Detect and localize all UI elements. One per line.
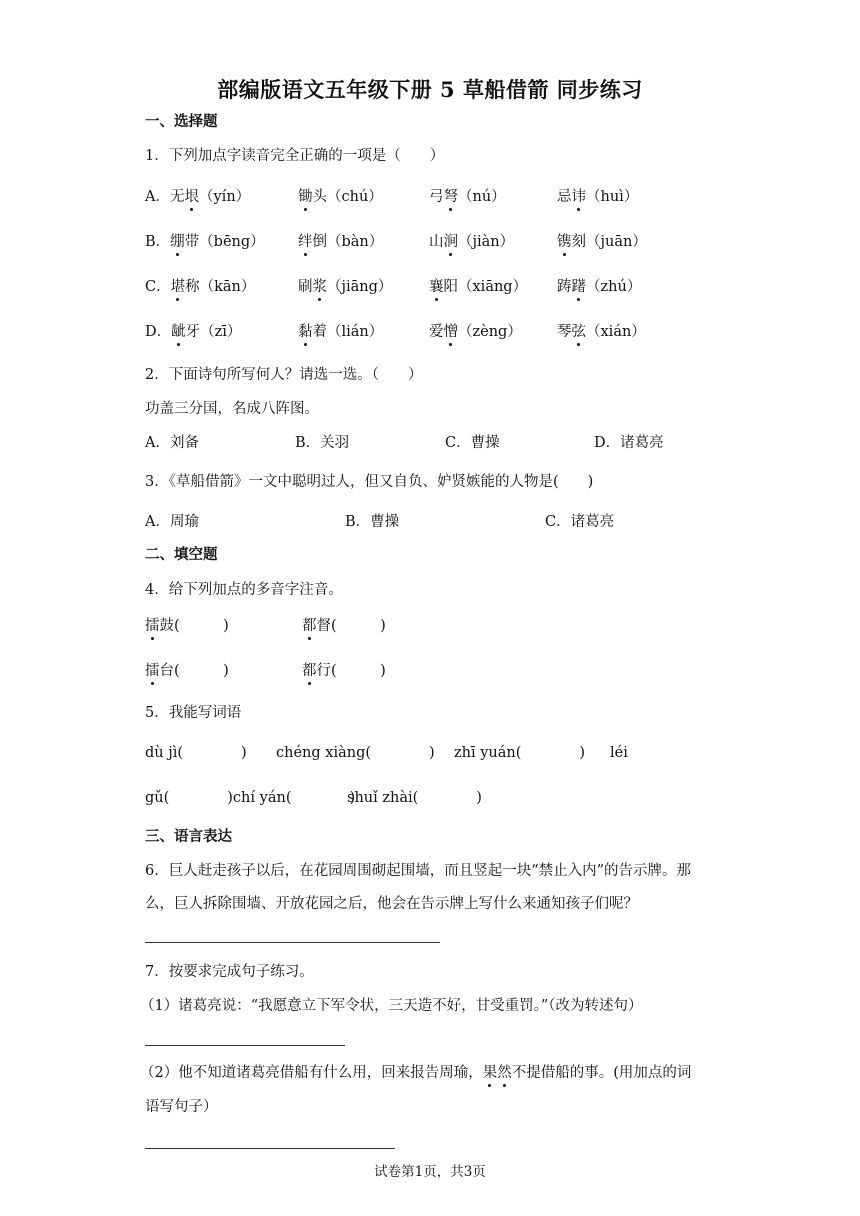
q1-item-pinyin: （zèng）: [458, 324, 522, 340]
section-heading-fill: 二、填空题: [145, 546, 218, 563]
q4-item-text: 行( ): [316, 663, 386, 679]
q2-stem: 2．下面诗句所写何人？请选一选。（ ）: [145, 367, 423, 383]
q1-item-pinyin: 称（kān）: [185, 279, 256, 295]
q1-option-d-item-2: [298, 322, 383, 342]
q1-item-pinyin: （xián）: [586, 324, 646, 340]
q1-item-pinyin: （jiàn）: [458, 234, 515, 250]
section-heading-choice: 一、选择题: [145, 113, 218, 130]
q1-item-pinyin: 牙（zī）: [185, 324, 242, 340]
q2-option-d: D．诸葛亮: [594, 435, 664, 451]
q4-item-text: 鼓( ): [159, 618, 229, 634]
q1-item-prefix: 刷: [298, 279, 313, 295]
q7-part-1-answer-line[interactable]: [145, 1045, 345, 1046]
q5-word-4: léi: [610, 745, 628, 761]
q1-option-b-item-3: [429, 232, 514, 252]
dotted-char: 擂: [145, 663, 160, 679]
q1-item-pinyin: 着（lián）: [312, 324, 384, 340]
dotted-char: 浆: [312, 279, 327, 295]
q4-item-text: 台( ): [159, 663, 229, 679]
q1-item-prefix: 弓: [429, 189, 444, 205]
q1-option-b-item-4: [557, 232, 647, 252]
q1-item-prefix: 忌: [557, 189, 572, 205]
q1-item-pinyin: 倒（bàn）: [312, 234, 384, 250]
q6-line-2: 么，巨人拆除围墙、开放花园之后，他会在告示牌上写什么来通知孩子们呢？: [145, 896, 638, 912]
dotted-char: 果: [482, 1065, 498, 1081]
page-title: 部编版语文五年级下册 5 草船借箭 同步练习: [217, 77, 643, 102]
q1-option-c-item-2: [298, 277, 392, 297]
q1-item-prefix: B．: [145, 234, 171, 250]
q3-stem: 3．《草船借箭》一文中聪明过人，但又自负、妒贤嫉能的人物是( ): [145, 474, 594, 490]
q7-part-1: （1）诸葛亮说：“我愿意立下军令状，三天造不好，甘受重罚。”（改为转述句）: [140, 998, 643, 1014]
q1-item-prefix: 琴: [557, 324, 572, 340]
dotted-char: 龇: [171, 324, 186, 340]
q4-item-3: [145, 661, 229, 681]
dotted-char: 讳: [571, 189, 586, 205]
q4-item-4: [302, 661, 386, 681]
q1-option-d-item-4: [557, 322, 646, 342]
q3-option-c: C．诸葛亮: [545, 514, 615, 530]
q2-option-c: C．曹操: [445, 435, 500, 451]
q1-option-c-item-3: [429, 277, 527, 297]
dotted-char: 涧: [443, 234, 458, 250]
q1-item-prefix: D．: [145, 324, 172, 340]
dotted-char: 镌: [557, 234, 572, 250]
q1-item-prefix: 踌: [557, 279, 572, 295]
q1-option-a-item-4: [557, 187, 638, 207]
dotted-char: 躇: [571, 279, 586, 295]
q1-item-pinyin: 头（chú）: [312, 189, 383, 205]
dotted-char: 然: [497, 1065, 512, 1081]
q2-option-b: B．关羽: [295, 435, 350, 451]
page-footer: 试卷第1页，共3页: [374, 1164, 486, 1180]
q7-part-2-line-1: [140, 1063, 691, 1083]
q1-item-prefix: C．: [145, 279, 171, 295]
q1-item-pinyin: （huì）: [586, 189, 639, 205]
q4-item-text: 督( ): [316, 618, 386, 634]
q1-item-pinyin: （jiāng）: [327, 279, 393, 295]
section-heading-expression: 三、语言表达: [145, 828, 232, 845]
q3-option-a: A．周瑜: [145, 514, 199, 530]
q1-item-prefix: A．无: [145, 189, 185, 205]
dotted-char: 弩: [443, 189, 458, 205]
q5-word-1: dù jì( ): [145, 745, 247, 761]
dotted-char: 憎: [443, 324, 458, 340]
q1-option-a-item-1: [145, 187, 250, 207]
q4-item-1: [145, 616, 229, 636]
q7-stem: 7．按要求完成句子练习。: [145, 964, 314, 980]
dotted-char: 绊: [298, 234, 313, 250]
q1-item-pinyin: （yín）: [198, 189, 251, 205]
dotted-char: 垠: [184, 189, 199, 205]
q6-line-1: 6．巨人赶走孩子以后，在花园周围砌起围墙，而且竖起一块“禁止入内”的告示牌。那: [145, 863, 692, 879]
q5-stem: 5．我能写词语: [145, 705, 242, 721]
q1-item-pinyin: 阳（xiāng）: [443, 279, 528, 295]
q1-item-prefix: 爱: [429, 324, 444, 340]
dotted-char: 都: [302, 663, 317, 679]
q1-item-prefix: 山: [429, 234, 444, 250]
q2-poem: 功盖三分国，名成八阵图。: [145, 401, 319, 417]
q1-option-c-item-4: [557, 277, 641, 297]
q1-option-d-item-3: [429, 322, 522, 342]
q5-word-3: zhī yuán( ): [454, 745, 586, 761]
q1-option-b-item-1: [145, 232, 265, 252]
q4-stem: 4．给下列加点的多音字注音。: [145, 582, 343, 598]
q1-option-c-item-1: [145, 277, 255, 297]
q7-part-2-line-2: 语写句子）: [145, 1099, 218, 1115]
q1-item-pinyin: 带（bēng）: [184, 234, 265, 250]
q1-option-d-item-1: [145, 322, 241, 342]
q4-item-2: [302, 616, 386, 636]
dotted-char: 襄: [429, 279, 444, 295]
dotted-char: 锄: [298, 189, 313, 205]
dotted-char: 弦: [571, 324, 586, 340]
q1-option-b-item-2: [298, 232, 383, 252]
dotted-char: 擂: [145, 618, 160, 634]
q7-part-2-answer-line[interactable]: [145, 1148, 395, 1149]
q1-item-pinyin: 刻（juān）: [571, 234, 647, 250]
q6-answer-line[interactable]: [145, 942, 440, 943]
q1-item-pinyin: （zhú）: [586, 279, 642, 295]
q5-word-6: shuǐ zhài( ): [347, 790, 482, 806]
q3-option-b: B．曹操: [345, 514, 400, 530]
q1-item-pinyin: （nú）: [458, 189, 506, 205]
dotted-char: 堪: [170, 279, 186, 295]
q1-option-a-item-2: [298, 187, 383, 207]
dotted-char: 黏: [298, 324, 313, 340]
q5-word-2: chéng xiàng( ): [276, 745, 435, 761]
q2-option-a: A．刘备: [145, 435, 199, 451]
dotted-char: 绷: [170, 234, 185, 250]
q1-stem: 1．下列加点字读音完全正确的一项是（ ）: [145, 148, 445, 164]
q7-part-2-text: 不提借船的事。(用加点的词: [511, 1065, 692, 1081]
q5-word-5: gǔ( )chí yán( ): [145, 790, 356, 806]
dotted-char: 都: [302, 618, 317, 634]
q7-part-2-text: （2）他不知道诸葛亮借船有什么用，回来报告周瑜，: [140, 1065, 483, 1081]
q1-option-a-item-3: [429, 187, 506, 207]
